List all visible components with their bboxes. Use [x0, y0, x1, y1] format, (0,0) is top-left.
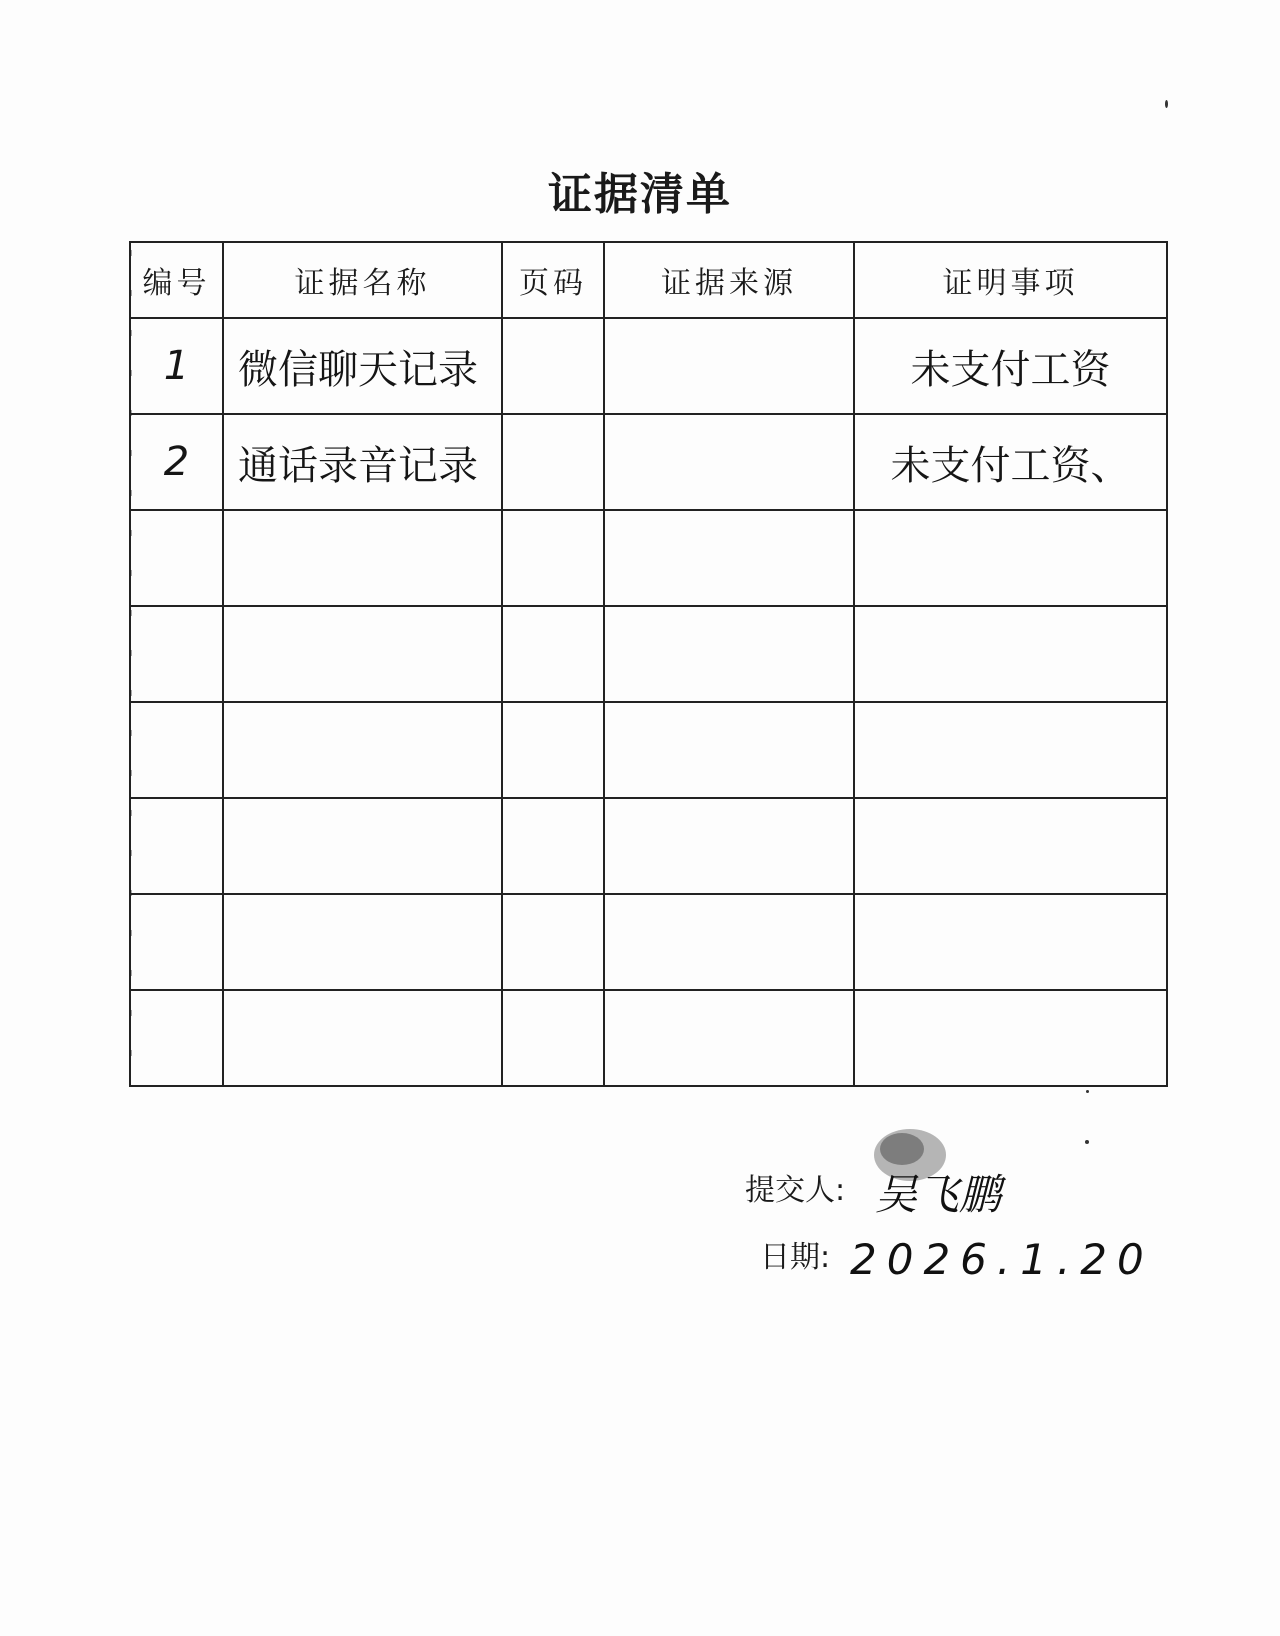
submitter-label: 提交人:	[745, 1173, 846, 1208]
table-cell	[604, 798, 854, 894]
scan-speck	[1085, 1140, 1089, 1144]
header-evidence-name: 证据名称	[223, 242, 502, 318]
table-cell	[130, 990, 223, 1086]
header-number: 编号	[130, 242, 223, 318]
table-cell	[130, 798, 223, 894]
date-value: 2026.1.20	[850, 1235, 1154, 1284]
table-cell	[854, 414, 1167, 510]
table-cell	[604, 606, 854, 702]
table-cell	[854, 990, 1167, 1086]
table-cell	[130, 606, 223, 702]
table-cell	[502, 414, 604, 510]
handwritten-number: 2	[163, 439, 190, 485]
table-row	[130, 414, 1167, 510]
handwritten-proof-matter: 未支付工资	[910, 346, 1111, 393]
header-evidence-source: 证据来源	[604, 242, 854, 318]
table-cell	[223, 798, 502, 894]
submitter-signature: 吴飞鹏	[875, 1170, 1002, 1219]
table-row	[130, 318, 1167, 414]
table-cell	[223, 894, 502, 990]
table-cell	[223, 990, 502, 1086]
table-cell	[604, 414, 854, 510]
table-cell	[130, 510, 223, 606]
table-cell	[130, 414, 223, 510]
table-cell	[502, 702, 604, 798]
table-row	[130, 510, 1167, 606]
table-cell	[604, 510, 854, 606]
table-cell	[223, 318, 502, 414]
table-cell	[604, 894, 854, 990]
table-row	[130, 606, 1167, 702]
table-cell	[604, 318, 854, 414]
table-cell	[854, 798, 1167, 894]
table-cell	[223, 414, 502, 510]
handwritten-evidence-name: 微信聊天记录	[238, 346, 478, 393]
table-row	[130, 990, 1167, 1086]
table-cell	[502, 798, 604, 894]
table-cell	[854, 510, 1167, 606]
page-title: 证据清单	[548, 169, 732, 220]
table-cell	[604, 702, 854, 798]
date-label: 日期:	[760, 1240, 831, 1275]
table-cell	[130, 894, 223, 990]
handwritten-evidence-name: 通话录音记录	[238, 442, 478, 489]
table-cell	[854, 894, 1167, 990]
table-cell	[854, 318, 1167, 414]
table-cell	[502, 894, 604, 990]
table-cell	[854, 702, 1167, 798]
table-header-row	[130, 242, 1167, 318]
table-cell	[223, 702, 502, 798]
header-page-number: 页码	[502, 242, 604, 318]
table-cell	[502, 510, 604, 606]
header-proof-matter: 证明事项	[854, 242, 1167, 318]
table-row	[130, 798, 1167, 894]
table-cell	[130, 318, 223, 414]
table-cell	[854, 606, 1167, 702]
table-row	[130, 894, 1167, 990]
table-cell	[502, 990, 604, 1086]
scan-speck	[1165, 100, 1168, 108]
table-cell	[130, 702, 223, 798]
table-cell	[223, 606, 502, 702]
table-cell	[604, 990, 854, 1086]
evidence-table	[129, 241, 1168, 1087]
scan-speck	[1086, 1090, 1089, 1093]
table-cell	[502, 318, 604, 414]
handwritten-proof-matter: 未支付工资、	[890, 442, 1131, 489]
table-cell	[502, 606, 604, 702]
handwritten-number: 1	[163, 343, 190, 389]
table-row	[130, 702, 1167, 798]
table-cell	[223, 510, 502, 606]
